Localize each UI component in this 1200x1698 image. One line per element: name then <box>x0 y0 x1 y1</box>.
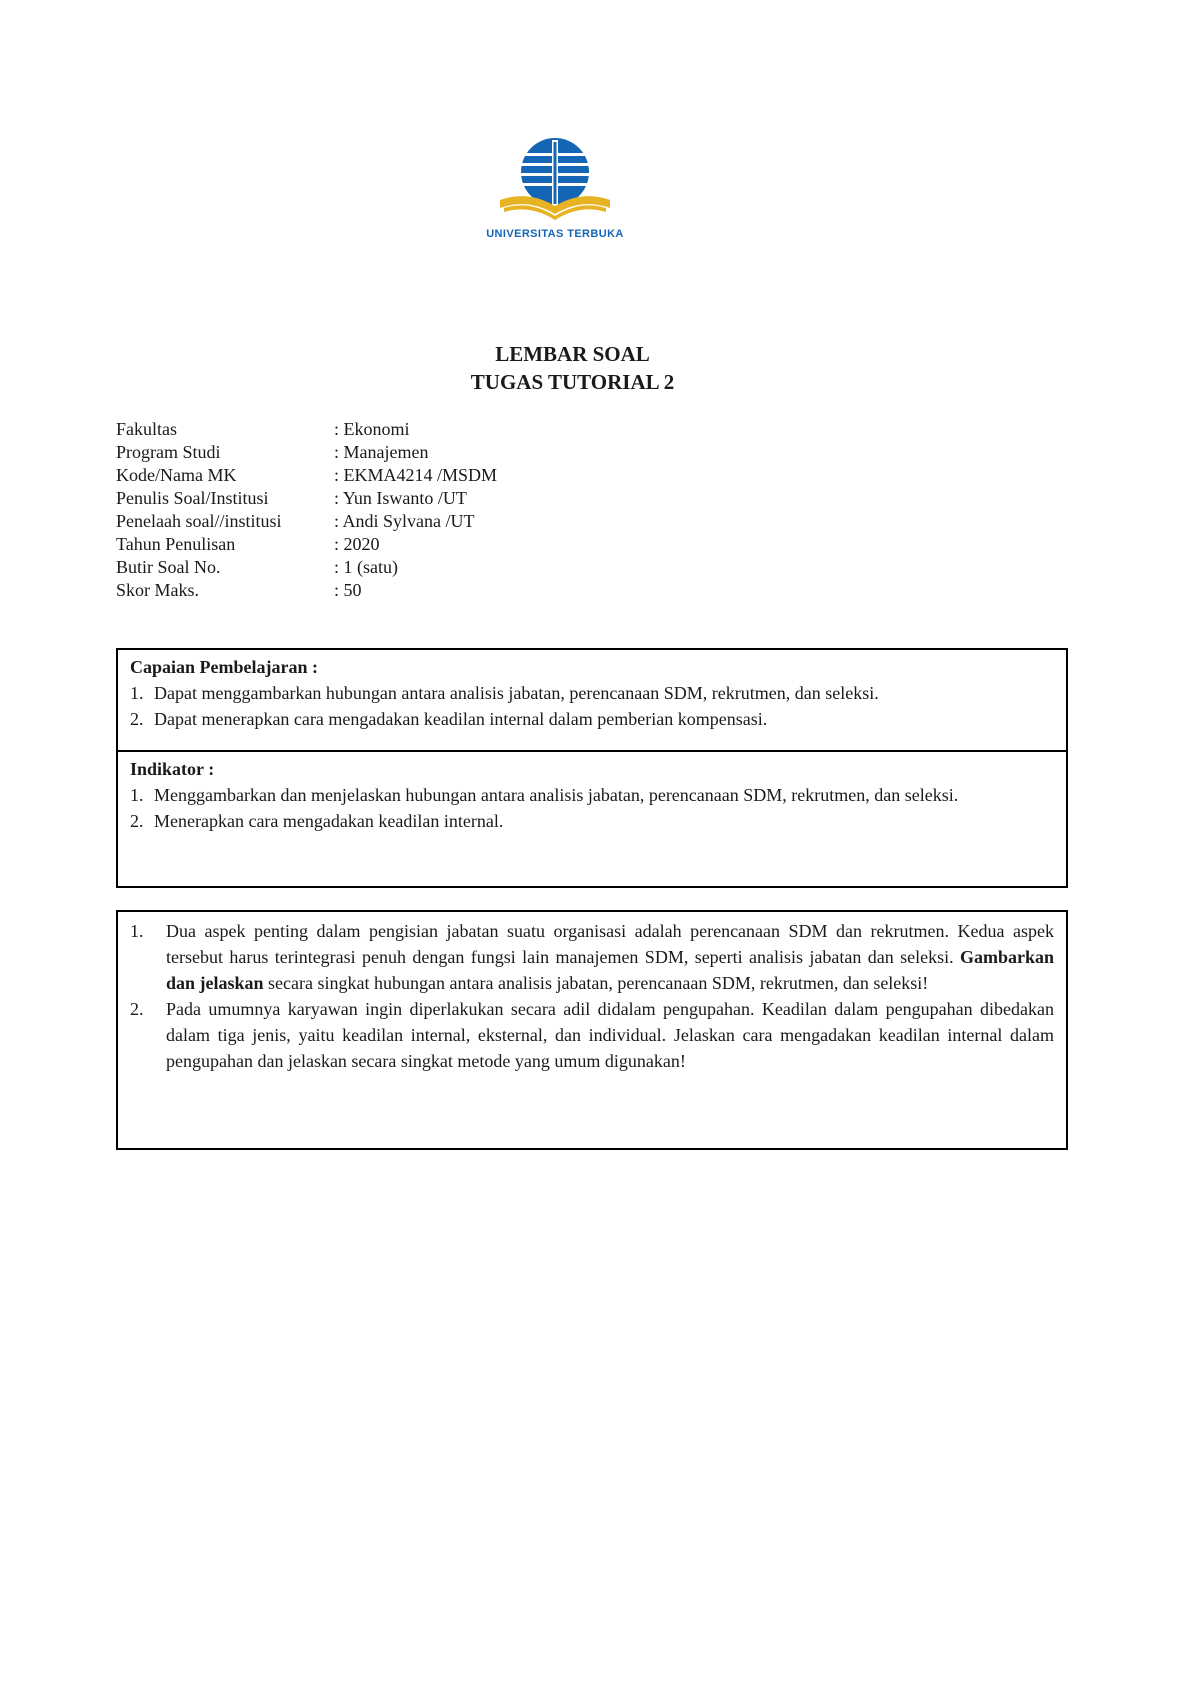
learning-outcomes-box <box>116 648 1068 888</box>
meta-label: Penulis Soal/Institusi <box>116 488 269 508</box>
list-item <box>130 782 1054 808</box>
item-number: 1. <box>130 785 144 805</box>
meta-label: Program Studi <box>116 442 221 462</box>
question-emphasis: Gambarkan dan jelaskan <box>166 947 1054 993</box>
meta-row-penelaah <box>116 510 497 533</box>
meta-row-tahun <box>116 533 497 556</box>
meta-value: : Yun Iswanto /UT <box>334 488 467 508</box>
meta-row-penulis <box>116 487 497 510</box>
question-text-part: secara singkat hubungan antara analisis jabatan, perencanaan SDM, rekrutmen, dan seleksi! <box>263 973 929 993</box>
questions-box <box>116 910 1068 1150</box>
meta-label: Tahun Penulisan <box>116 534 236 554</box>
ut-emblem-icon <box>480 136 630 228</box>
meta-label: Fakultas <box>116 419 177 439</box>
page-title: LEMBAR SOAL <box>495 342 650 366</box>
meta-value: : 1 (satu) <box>334 557 398 577</box>
item-text: Dapat menerapkan cara mengadakan keadilan internal dalam pemberian kompensasi. <box>154 709 768 729</box>
indikator-section <box>118 752 1066 834</box>
logo-text: UNIVERSITAS TERBUKA <box>486 228 624 240</box>
meta-label: Butir Soal No. <box>116 557 221 577</box>
meta-row-fakultas <box>116 418 497 441</box>
meta-label: Kode/Nama MK <box>116 465 237 485</box>
meta-row-skor <box>116 579 497 602</box>
university-logo <box>480 136 630 248</box>
page-subtitle: TUGAS TUTORIAL 2 <box>470 370 675 394</box>
item-number: 2. <box>130 811 144 831</box>
meta-value: : Andi Sylvana /UT <box>334 511 475 531</box>
meta-row-kode-mk <box>116 464 497 487</box>
meta-value: : EKMA4214 /MSDM <box>334 465 498 485</box>
question-item <box>130 996 1054 1074</box>
question-item <box>130 918 1054 996</box>
list-item <box>130 680 1054 706</box>
item-text: Menerapkan cara mengadakan keadilan internal. <box>154 811 504 831</box>
item-text: Dapat menggambarkan hubungan antara analisis jabatan, perencanaan SDM, rekrutmen, dan seleksi. <box>154 683 879 703</box>
indikator-heading: Indikator : <box>130 759 215 779</box>
meta-row-program-studi <box>116 441 497 464</box>
item-number: 1. <box>130 683 144 703</box>
title-block <box>0 340 1145 396</box>
question-text: Pada umumnya karyawan ingin diperlakukan secara adil didalam pengupahan. Keadilan dalam pengupahan dibedakan dalam tiga jenis, yaitu keadilan internal, eksternal, dan individual. Jelaskan cara mengadakan keadilan internal dalam pengupahan dan jelaskan secara singkat metode yang umum digunakan! <box>166 999 1054 1071</box>
meta-value: : 50 <box>334 580 362 600</box>
question-number: 1. <box>130 921 144 941</box>
question-text-part: Dua aspek penting dalam pengisian jabatan suatu organisasi adalah perencanaan SDM dan rekrutmen. Kedua aspek tersebut harus terintegrasi penuh dengan fungsi lain manajemen SDM, seperti analisis jabatan dan seleksi. <box>166 921 1054 967</box>
capaian-list <box>130 680 1054 732</box>
list-item <box>130 808 1054 834</box>
question-text <box>166 918 1054 996</box>
question-list <box>130 918 1054 1074</box>
meta-value: : Ekonomi <box>334 419 410 439</box>
meta-value: : 2020 <box>334 534 380 554</box>
meta-label: Penelaah soal//institusi <box>116 511 282 531</box>
item-text: Menggambarkan dan menjelaskan hubungan antara analisis jabatan, perencanaan SDM, rekrutmen, dan seleksi. <box>154 785 959 805</box>
meta-row-butir <box>116 556 497 579</box>
item-number: 2. <box>130 709 144 729</box>
list-item <box>130 706 1054 732</box>
meta-value: : Manajemen <box>334 442 429 462</box>
question-number: 2. <box>130 999 144 1019</box>
capaian-section <box>118 650 1066 750</box>
capaian-heading: Capaian Pembelajaran : <box>130 657 318 677</box>
indikator-list <box>130 782 1054 834</box>
metadata-list <box>116 418 497 602</box>
meta-label: Skor Maks. <box>116 580 200 600</box>
